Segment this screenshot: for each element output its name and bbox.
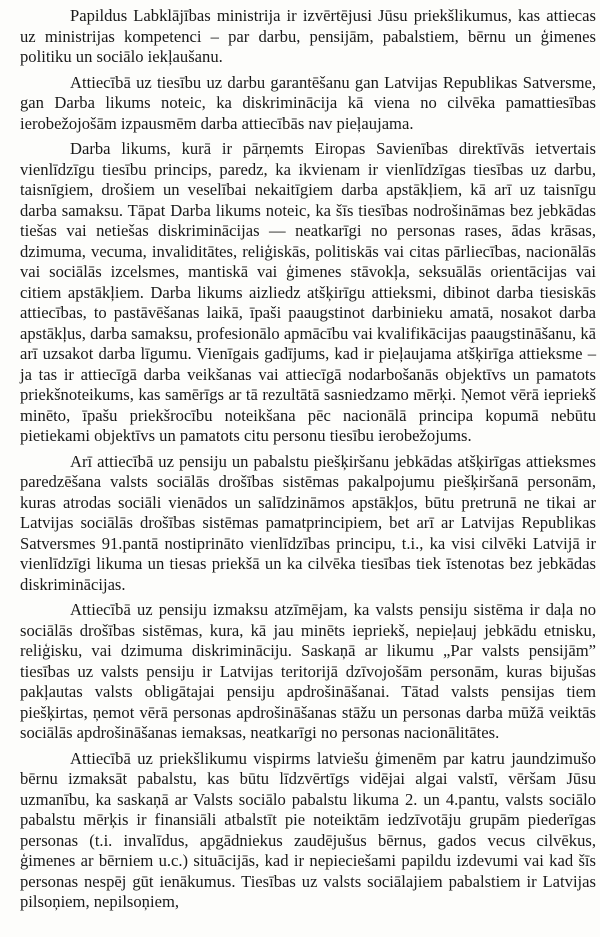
paragraph-right-to-work: Attiecībā uz tiesību uz darbu garantēšanu gan Latvijas Republikas Satversme, gan Darba likums noteic, ka diskriminācija kā viena no cilvēka pamattiesības ierobežojošām izpausmēm darba attiecībās nav pieļaujama.: [20, 72, 596, 133]
paragraph-pension-payments: Attiecībā uz pensiju izmaksu atzīmējam, ka valsts pensiju sistēma ir daļa no sociālās drošības sistēmas, kura, kā jau minēts iepriekš, nepieļauj jebkādu etnisku, reliģisku, vai dzimuma diskrimināciju. Saskaņā ar likumu „Par valsts pensijām” tiesības uz valsts pensiju ir Latvijas teritorijā dzīvojošām personām, kuras bijušas pakļautas valsts obligātajai pensiju apdrošināšanai. Tātad valsts pensijas tiem piešķirtas, ņemot vērā personas apdrošināšanas stāžu un personas darba mūžā veiktās sociālās apdrošināšanas iemaksas, neatkarīgi no personas nacionālitātes.: [20, 600, 596, 742]
paragraph-pensions-benefits: Arī attiecībā uz pensiju un pabalstu piešķiršanu jebkādas atšķirīgas attieksmes paredzēšana valsts sociālās drošības sistēmas pakalpojumu piešķiršanā personām, kuras atrodas sociāli vienādos un salīdzināmos apstākļos, būtu pretrunā ne tikai ar Latvijas sociālās drošības sistēmas pamatprincipiem, bet arī ar Latvijas Republikas Satversmes 91.pantā nostiprināto vienlīdzības principu, t.i., ka visi cilvēki Latvijā ir vienlīdzīgi likuma un tiesas priekšā un ka cilvēka tiesības tiek īstenotas bez jebkādas diskriminācijas.: [20, 451, 596, 594]
paragraph-labour-law: Darba likums, kurā ir pārņemts Eiropas Savienības direktīvās ietvertais vienlīdzīgu tiesību princips, paredz, ka ikvienam ir vienlīdzīgas tiesības uz darbu, taisnīgiem, drošiem un veselībai nekaitīgiem darba apstākļiem, kā arī uz taisnīgu darba samaksu. Tāpat Darba likums noteic, ka šīs tiesības nodrošināmas bez jebkādas tiešas vai netiešas diskriminācijas — neatkarīgi no personas rases, ādas krāsas, dzimuma, vecuma, invaliditātes, reliģiskās, politiskās vai citas pārliecības, nacionālās vai sociālās izcelsmes, mantiskā vai ģimenes stāvokļa, seksuālās orientācijas vai citiem apstākļiem. Darba likums aizliedz atšķirīgu attieksmi, dibinot darba tiesiskās attiecības, to pastāvēšanas laikā, īpaši paaugstinot darbinieku amatā, nosakot darba apstākļus, darba samaksu, profesionālo apmācību vai kvalifikācijas paaugstināšanu, kā arī uzsakot darba līgumu. Vienīgais gadījums, kad ir pieļaujama atšķirīga attieksme – ja tas ir attiecīgā darba veikšanas vai attiecīgā nodarbošanās objektīvs un pamatots priekšnoteikums, kas samērīgs ar tā rezultātā sasniedzamo mērķi. Ņemot vērā iepriekš minēto, īpašu priekšrocību noteikšana pēc nacionālā principa kopumā nebūtu pietiekami objektīvs un pamatots citu personu tiesību ierobežojums.: [20, 139, 596, 445]
paragraph-ministry-evaluation: Papildus Labklājības ministrija ir izvērtējusi Jūsu priekšlikumus, kas attiecas uz ministrijas kompetenci – par darbu, pensijām, pabalstiem, bērnu un ģimenes politiku un sociālo iekļaušanu.: [20, 6, 596, 66]
paragraph-newborn-benefit: Attiecībā uz priekšlikumu vispirms latviešu ģimenēm par katru jaundzimušo bērnu izmaksāt pabalstu, kas būtu līdzvērtīgs vidējai algai valstī, vēršam Jūsu uzmanību, ka saskaņā ar Valsts sociālo pabalstu likuma 2. un 4.pantu, valsts sociālo pabalstu mērķis ir finansiāli atbalstīt pie noteiktām iedzīvotāju grupām piederīgas personas (t.i. invalīdus, apgādniekus zaudējušus bērnus, gados vecus cilvēkus, ģimenes ar bērniem u.c.) situācijās, kad ir nepieciešami papildu izdevumi vai kad šīs personas nespēj gūt ienākumus. Tiesības uz valsts sociālajiem pabalstiem ir Latvijas pilsoņiem, nepilsoņiem,: [20, 748, 596, 911]
letter-body: [0, 6, 600, 913]
